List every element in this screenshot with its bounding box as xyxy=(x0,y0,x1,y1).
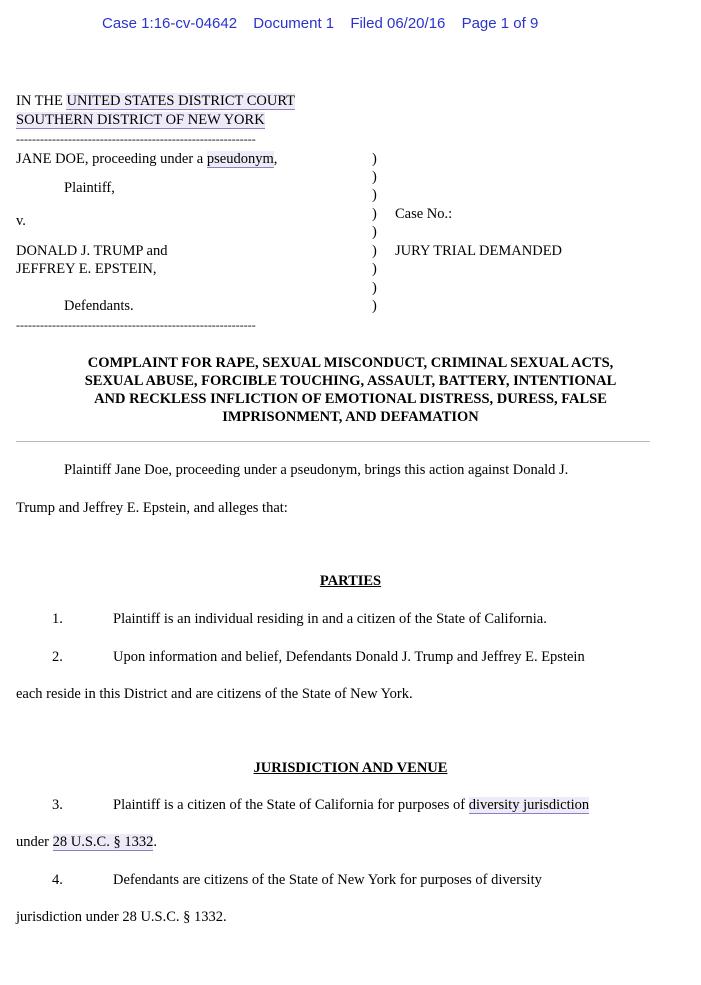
paragraph-4-line-2: jurisdiction under 28 U.S.C. § 1332. xyxy=(16,909,227,925)
paragraph-2-line-1: Upon information and belief, Defendants Donald J. Trump and Jeffrey E. Epstein xyxy=(113,649,585,665)
defendant-1: DONALD J. TRUMP and xyxy=(16,243,168,259)
page-indicator: Page 1 of 9 xyxy=(461,15,539,32)
complaint-title-line-2: SEXUAL ABUSE, FORCIBLE TOUCHING, ASSAULT, BATTERY, INTENTIONAL xyxy=(84,373,617,389)
court-prefix: IN THE xyxy=(16,93,67,109)
versus: v. xyxy=(16,213,26,229)
paragraph-1-number: 1. xyxy=(52,611,63,627)
caption-divider-bottom: ------------------------------------------------------------ xyxy=(16,318,256,332)
court-line-2 xyxy=(16,112,265,129)
paragraph-4-line-1: Defendants are citizens of the State of New York for purposes of diversity xyxy=(113,872,542,888)
defendant-2: JEFFREY E. EPSTEIN, xyxy=(16,261,157,277)
paragraph-3-period: . xyxy=(153,834,157,850)
court-link-district-court[interactable]: UNITED STATES DISTRICT COURT xyxy=(66,93,295,109)
pseudonym-link[interactable]: pseudonym xyxy=(206,151,274,167)
paren: ) xyxy=(372,224,377,240)
paren: ) xyxy=(372,261,377,277)
paragraph-2-line-2: each reside in this District and are citizens of the State of New York. xyxy=(16,686,413,702)
complaint-title-line-4: IMPRISONMENT, AND DEFAMATION xyxy=(222,409,479,425)
court-link-southern-district[interactable]: SOUTHERN DISTRICT OF NEW YORK xyxy=(16,112,265,128)
paren: ) xyxy=(372,151,377,167)
paragraph-4-number: 4. xyxy=(52,872,63,888)
court-line-1 xyxy=(16,93,295,110)
filed-date: Filed 06/20/16 xyxy=(350,15,446,32)
intro-line-2: Trump and Jeffrey E. Epstein, and alleges that: xyxy=(16,500,288,516)
paren: ) xyxy=(372,280,377,296)
paren: ) xyxy=(372,298,377,314)
case-no-label: Case No.: xyxy=(395,206,453,222)
caption-divider-top: ------------------------------------------------------------ xyxy=(16,132,256,146)
paragraph-3-line-2 xyxy=(16,834,157,851)
document-number: Document 1 xyxy=(253,15,335,32)
paragraph-3-line-1 xyxy=(113,797,589,814)
complaint-title-line-3: AND RECKLESS INFLICTION OF EMOTIONAL DISTRESS, DURESS, FALSE xyxy=(94,391,607,407)
plaintiff-line xyxy=(16,151,277,168)
paragraph-2-number: 2. xyxy=(52,649,63,665)
defendant-role: Defendants. xyxy=(64,298,134,314)
complaint-title-line-1: COMPLAINT FOR RAPE, SEXUAL MISCONDUCT, CRIMINAL SEXUAL ACTS, xyxy=(87,355,614,371)
paragraph-3-text: Plaintiff is a citizen of the State of California for purposes of xyxy=(113,797,469,813)
paren: ) xyxy=(372,206,377,222)
plaintiff-comma: , xyxy=(273,151,278,167)
paren: ) xyxy=(372,187,377,203)
diversity-jurisdiction-link[interactable]: diversity jurisdiction xyxy=(468,797,590,813)
jury-demand: JURY TRIAL DEMANDED xyxy=(395,243,563,259)
paragraph-1-text: Plaintiff is an individual residing in and a citizen of the State of California. xyxy=(113,611,547,627)
intro-line-1: Plaintiff Jane Doe, proceeding under a pseudonym, brings this action against Donald J. xyxy=(64,462,569,478)
plaintiff-role: Plaintiff, xyxy=(64,180,115,196)
paragraph-3-under: under xyxy=(16,834,53,850)
title-rule xyxy=(16,441,650,442)
filing-header xyxy=(102,15,550,32)
parties-heading: PARTIES xyxy=(319,573,382,589)
jurisdiction-heading: JURISDICTION AND VENUE xyxy=(253,760,448,776)
paren: ) xyxy=(372,243,377,259)
plaintiff-name: JANE DOE, proceeding under a xyxy=(16,151,207,167)
statute-link[interactable]: 28 U.S.C. § 1332 xyxy=(52,834,154,850)
paragraph-3-number: 3. xyxy=(52,797,63,813)
paren: ) xyxy=(372,169,377,185)
case-number: Case 1:16-cv-04642 xyxy=(102,15,238,32)
